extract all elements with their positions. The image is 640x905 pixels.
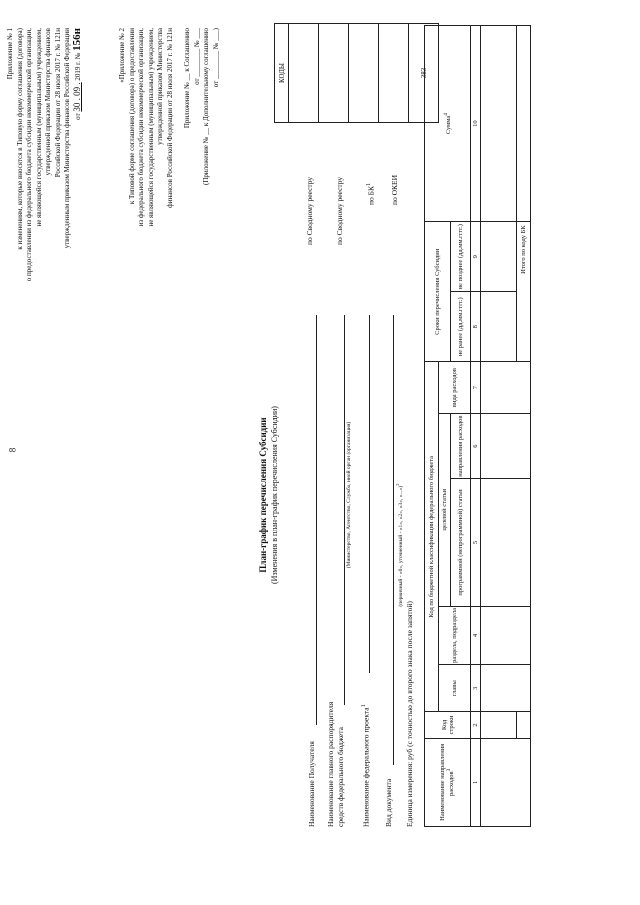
appendix-1-line: к изменениям, которые вносятся в Типовую форму соглашения (договора) [15, 28, 24, 250]
col-target-header: целевой статьи [439, 413, 451, 606]
doc-type-caption: (первичный - «0», уточненный - «1», «2», «3», «...»)$^2$ [395, 483, 404, 607]
col-name-header: Наименование направления расходов$^3$ [425, 738, 471, 826]
col-not-later-header: не позднее (дд.мм.гггг.) [451, 222, 471, 292]
grbs-caption: (Министерство, Агентство, Служба, иной орган (организация) [346, 421, 352, 569]
code-cell [289, 24, 319, 123]
col-glava-header: главы [439, 665, 471, 712]
annex-line: (Приложение № __ к Дополнительному соглашению [202, 28, 210, 185]
appendix-1-header [6, 28, 83, 408]
appendix-2-line: из федерального бюджета субсидии некоммерческой организации, [137, 28, 145, 227]
code-cell [349, 24, 379, 123]
svodny-label-2: по Сводному реестру [335, 176, 344, 245]
annex-line: от ________ № ___) [211, 28, 220, 88]
order-number-stamp: 156н [70, 28, 83, 51]
table-cell [481, 479, 531, 606]
svodny-label-1: по Сводному реестру [305, 176, 314, 245]
col-not-earlier-header: не ранее (дд.мм.гггг.) [451, 292, 471, 362]
appendix-1-line: Приложение № 1 [6, 28, 14, 80]
bk-label: по $БК^1$ [365, 182, 376, 205]
total-bk-label: Итого по коду БК [517, 222, 531, 362]
col-code-header: Код строки [425, 712, 471, 738]
appendix-2-line: не являющейся государственным (муниципальным) учреждением, [146, 28, 155, 227]
table-cell [481, 606, 531, 665]
code-cell [319, 24, 349, 123]
col-number: 3 [471, 665, 481, 712]
col-number: 8 [471, 292, 481, 362]
okei-label: по ОКЕИ [390, 174, 399, 205]
recipient-label: Наименование Получателя [307, 741, 316, 827]
grbs-label-1: Наименование главного распорядителя [326, 701, 335, 827]
col-number: 1 [471, 738, 481, 826]
doc-type-label: Вид документа [384, 778, 393, 827]
appendix-1-line: Российской Федерации от 28 июля 2017 г. № 121н [53, 28, 62, 178]
col-number: 4 [471, 606, 481, 665]
table-cell [481, 712, 517, 738]
table-cell [481, 362, 531, 414]
table-cell [481, 665, 531, 712]
table-cell [481, 738, 531, 826]
project-line [369, 315, 370, 673]
recipient-line [316, 315, 317, 725]
table-cell [481, 292, 517, 362]
annex-line: от ________ № ___ [192, 28, 201, 85]
table-cell [481, 222, 517, 292]
approval-date: от 30 . 09 . 2019 г. № 156н [70, 28, 83, 120]
col-number: 7 [471, 362, 481, 414]
col-number: 6 [471, 413, 481, 478]
doc-type-line [393, 315, 394, 765]
appendix-2-header [118, 28, 221, 358]
schedule-table [424, 25, 531, 827]
grbs-line [344, 315, 345, 705]
table-cell [517, 26, 531, 222]
table-cell [481, 413, 531, 478]
appendix-2-line: к Типовой форме соглашения (договора) о предоставлении [127, 28, 136, 205]
appendix-2-line: утвержденной приказом Министерства [156, 28, 164, 145]
col-program-header: программной (непрограммной) статьи [451, 479, 471, 606]
col-kbk-header: Код по бюджетной классификации федерального бюджета [425, 362, 439, 712]
codes-box [274, 23, 439, 123]
document-subtitle: (Изменения в план-график перечисления Субсидии) [270, 406, 279, 584]
table-row [481, 26, 517, 827]
grbs-label-2: средств федерального бюджета [336, 727, 345, 827]
col-number: 2 [471, 712, 481, 738]
okei-code: 383 [409, 24, 439, 123]
appendix-1-line: не являющейся государственным (муниципальным) учреждением, [34, 28, 43, 227]
annex-line: Приложение № __ к Соглашению [183, 28, 191, 129]
project-label: Наименование федерального проекта$^1$ [360, 704, 371, 827]
col-direction-header: направления расходов [451, 413, 471, 478]
document-title: План-график перечисления Субсидии [258, 417, 268, 573]
date-value: 30 . 09 . [71, 82, 82, 112]
page-number: 8 [7, 447, 18, 453]
col-number: 9 [471, 222, 481, 292]
table-cell [517, 712, 531, 738]
approved-line: утвержденным приказом Министерства финансов Российской Федерации [63, 28, 71, 249]
appendix-1-line: о предоставлении из федерального бюджета субсидии некоммерческой организации, [25, 28, 33, 282]
appendix-2-line: «Приложение № 2 [118, 28, 126, 83]
appendix-2-line: финансов Российской Федерации от 28 июля 2017 г. № 121н [165, 28, 174, 208]
appendix-1-line: утвержденной приказом Министерства финансов [44, 28, 52, 176]
col-razdel-header: раздела, подраздела [439, 606, 471, 665]
unit-label: Единица измерения: руб (с точностью до второго знака после запятой) [405, 601, 414, 827]
col-number: 5 [471, 479, 481, 606]
table-cell [481, 26, 517, 222]
col-sum-header: Сумма$^4$ [425, 26, 471, 222]
col-sroki-header: Сроки перечисления Субсидии [425, 222, 451, 362]
col-vid-header: вида расходов [439, 362, 471, 414]
code-cell [379, 24, 409, 123]
codes-header: КОДЫ [275, 24, 289, 123]
col-number: 10 [471, 26, 481, 222]
